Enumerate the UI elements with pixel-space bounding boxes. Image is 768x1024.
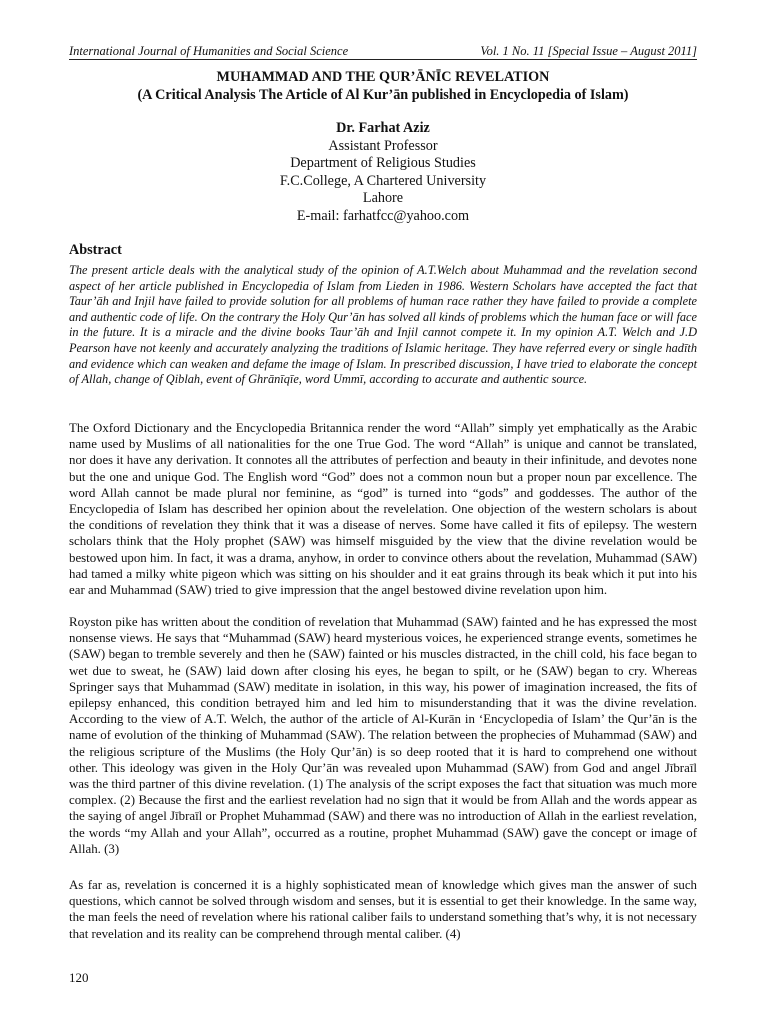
author-department: Department of Religious Studies — [290, 155, 476, 171]
running-header — [69, 42, 697, 60]
author-city: Lahore — [362, 190, 404, 206]
author-position: Assistant Professor — [328, 137, 438, 154]
title-block — [69, 68, 697, 104]
abstract-heading: Abstract — [69, 242, 122, 258]
paper-title: MUHAMMAD AND THE QUR’ĀNĪC REVELATION — [216, 69, 550, 85]
abstract-text: The present article deals with the analytical study of the opinion of A.T.Welch about Muhammad and the revelation second aspect of her article published in Encyclopedia of Islam from Lieden in 1986. Western Scholars have accepted the fact that Taur’āh and Injil have failed to provide solution for all problems of human race rather they have failed to provide a complete and authentic code of life. On the contrary the Holy Qur’ān has solved all kinds of problems which the human face or will face in the future. It is a miracle and the divine books Taur’āh and Injil cannot compete it. In my opinion A.T. Welch and J.D Pearson have not keenly and accurately analyzing the traditions of Islamic heritage. They have referred every or single hadīth and evidence which can weaken and defame the image of Islam. In prescribed discussion, I have tried to elaborate the concept of Allah, change of Qiblah, event of Ghrānīqīe, word Ummī, according to accurate and authentic source. — [69, 263, 697, 387]
author-name: Dr. Farhat Aziz — [336, 120, 430, 136]
journal-name: International Journal of Humanities and Social Science — [69, 44, 349, 58]
body-paragraph-2: Royston pike has written about the condition of revelation that Muhammad (SAW) fainted and he has expressed the most nonsense views. He says that “Muhammad (SAW) heard mysterious voices, he experienced strange events, sometimes he (SAW) began to tremble severely and then he (SAW) fainted or his muscles distracted, in the chill cold, his face began to wet due to sweat, he (SAW) laid down after closing his eyes, he began to spilt, or he (SAW) began to cry. Whereas Springer says that Muhammad (SAW) meditate in isolation, in this way, his power of imagination increased, the fits of epilepsy enhanced, this condition betrayed him and led him to misunderstanding that it was the divine revelation. According to the view of A.T. Welch, the author of the article of Al-Kurān in ‘Encyclopedia of Islam’ the Qur’ān is the name of evolution of the thinking of Muhammad (SAW). The relation between the prophecies of Muhammad (SAW) and the religious scripture of the Muslims (the Holy Qur’ān) is so deep rooted that it is hard to comprehend one without other. This ideology was given in the Holy Qur’ān was revealed upon Muhammad (SAW) from God and angel Jībraīl was the third partner of this divine revelation. (1) The analysis of the script exposes the fact that situation was much more complex. (2) Because the first and the earliest revelation had no sign that it would be from Allah and the words appear as the saying of angel Jībraīl or Prophet Muhammad (SAW) and there was no introduction of Allah in the earliest revelation, the words “my Allah and your Allah”, occurred as a routine, prophet Muhammad (SAW) gave the concept or image of Allah. (3) — [69, 615, 697, 856]
page-number: 120 — [69, 970, 89, 985]
author-block — [69, 120, 697, 225]
body-paragraph-3: As far as, revelation is concerned it is a highly sophisticated mean of knowledge which gives man the answer of such questions, which cannot be solved through wisdom and senses, but it is essential to get their knowledge. In the same way, the man feels the need of revelation where his rational caliber fails to understand something that’s why, it is not necessary that revelation and its reality can be comprehend through mental caliber. (4) — [69, 878, 697, 941]
issue-info: Vol. 1 No. 11 [Special Issue – August 2011] — [480, 44, 697, 58]
author-email: E-mail: farhatfcc@yahoo.com — [296, 207, 470, 224]
author-institution: F.C.College, A Chartered University — [279, 172, 487, 189]
paper-subtitle: (A Critical Analysis The Article of Al Kur’ān published in Encyclopedia of Islam) — [137, 87, 629, 103]
body-paragraph-1: The Oxford Dictionary and the Encyclopedia Britannica render the word “Allah” simply yet emphatically as the Arabic name used by Muslims of all nationalities for the one True God. The word “Allah” is unique and cannot be translated, nor does it have any derivation. It connotes all the attributes of perfection and beauty in their infinitude, and devotes none but the one and unique God. The English word “God” does not a common noun but a proper noun par excellence. The word Allah cannot be made plural nor feminine, as “god” is turned into “gods” and goddesses. The author of the Encyclopedia of Islam has described her opinion about the revelelation. One objection of the western scholars is about the conditions of revelation they think that it was a disease of nerves. Some have called it fits of epilepsy. The western scholars think that the Holy prophet (SAW) was himself misguided by the view that the divine revelation would be bestowed upon him. In fact, it was a drama, anyhow, in order to convince others about the revelation, Muhammad (SAW) had tamed a milky white pigeon which was sitting on his shoulder and it eat grains through its beak which it put into his ear and Muhammad (SAW) tried to give impression that the angel bestowed divine revelation upon him. — [69, 421, 697, 598]
